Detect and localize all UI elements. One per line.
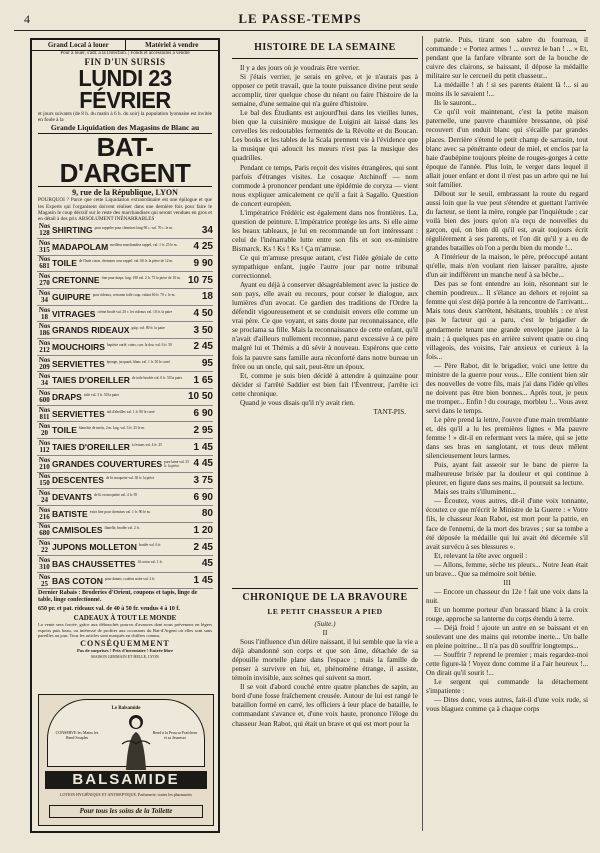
ad-pourquoi-paragraph: POURQUOI ? Parce que cette Liquidation extraordinaire est une épilogue et que les Experts qui l'organisent doivent réaliser dans une dernière fois pour faire le Magasin le coup décisif sur le reste des marchandises qui seront vendues en gros et en détail à des prix ABSOLUMENT INÉNARRABLES: [38, 197, 212, 223]
column-divider: [422, 36, 423, 831]
ad-item-price: 3 50: [193, 324, 213, 336]
ad-item-name: TOILE: [52, 425, 77, 436]
bravoure-paragraph: patrie. Puis, tirant son sabre du fourreau, il commande : « Portez armes ! ... ouvrez le ban ! ... » Et, pendant que la fanfare vibrante sort de la bouche de cuivre des clairons, se baissant, il dépose la médaille militaire sur le cercueil du petit chasseur...: [426, 36, 588, 81]
ad-item-price: 10 50: [187, 391, 213, 403]
ad-item-price: 1 20: [193, 524, 213, 536]
histoire-heading: HISTOIRE DE LA SEMAINE: [254, 42, 396, 53]
ad-item-price: 1 45: [193, 441, 213, 453]
balsamide-subtitle: LOTION HYGIÉNIQUE ET ANTISEPTIQUE, Parfumerie, toutes les pharmacies: [60, 792, 192, 797]
ad-dernier-rabais: Dernier Rabais : Broderies d'Orient, coupons et tapis, linge de table, linge confectionné.: [38, 590, 198, 604]
histoire-paragraph: Quand je vous disais qu'il n'y avait rien.: [240, 398, 355, 407]
bravoure-paragraph: Puis, ayant fait asseoir sur le banc de pierre la malheureuse brisée par la douleur et qui continue à pleurer, en figure dans ses mains, il poursuit sa lecture.: [426, 461, 588, 488]
ad-item-price: 1 65: [193, 374, 213, 386]
bravoure-paragraph: Ce qu'il voit maintenant, c'est la petite maison paternelle, une pauvre chaumière bressanne, où pisé recouvert d'un enduit blanc qui s'écaille par grandes places. Derrière s'étend le petit champ de sarrasin, tout blanc avec sa pénétrante odeur de miel, et enclos par la haie d'aubépine toujours pleine de rouges-gorges à cette époque de l'année. Plus loin, le verger dans lequel il allait jouer enfant et dont il n'est pas un arbre qui ne lui soit familier.: [426, 108, 588, 189]
ad-item-number: Nos 680: [38, 522, 51, 538]
ad-liquidation: Grande Liquidation des Magasins de Blanc au: [50, 123, 200, 133]
ad-price-item: [37, 356, 213, 373]
ad-price-item: [37, 506, 213, 523]
ad-item-price: 80: [201, 508, 213, 520]
ad-price-list: [32, 222, 218, 589]
advertisement-column: [30, 38, 220, 833]
balsamide-arch-title: Le Balsamide: [111, 706, 141, 711]
ad-item-desc: fil coton val. 1 fr.: [137, 559, 163, 564]
ad-item-desc: baptiste ourlé, coins, carr. la dou. val. 6 fr. 50: [106, 342, 172, 347]
ad-price-item: [37, 239, 213, 256]
bravoure-paragraph: Le père prend la lettre, l'ouvre d'une main tremblante et, dès qu'il a lu les premières lignes « Ma pauvre femme ! » dit-il en refermant vers la mère, qui se jette dans ses bras en sanglotant, et tous deux mêlent silencieusement leurs larmes.: [426, 415, 588, 461]
ad-item-number: Nos 315: [38, 238, 51, 254]
ad-item-name: MADAPOLAM: [52, 241, 109, 252]
ad-bat-dargent: BAT-D'ARGENT: [38, 133, 212, 187]
ad-item-name: SERVIETTES: [52, 408, 105, 419]
histoire-paragraph: Pendant ce temps, Paris reçoit des visites étrangères, qui sont parfois d'étranges visites. Le cosaque Atchinoff — nom commode à prononcer pendant une épidémie de coryza — vient nous expliquer amicalement ce qu'il a fait à Sagallo. Question de concert européen.: [232, 163, 418, 208]
heading-rule: [232, 58, 418, 59]
ad-item-name: BAS COTON: [52, 575, 103, 586]
bravoure-paragraph: — Allons, femme, sèche tes pleurs... Notre Jean était un brave... Que sa mémoire soit bénie.: [426, 560, 588, 578]
ad-address: 9, rue de la République, LYON: [72, 188, 178, 198]
ad-price-item: [37, 372, 213, 389]
ad-top-banner: [32, 40, 218, 51]
histoire-paragraph: Il y a des jours où je voudrais être verrier.: [240, 64, 360, 72]
bravoure-paragraph: Et, relevant la tête avec orgueil :: [434, 551, 528, 560]
ad-item-number: Nos 18: [38, 305, 51, 321]
ad-item-number: Nos 34: [38, 372, 51, 388]
ad-price-item: [37, 339, 213, 356]
ad-price-item: [37, 406, 213, 423]
ad-item-number: Nos 150: [38, 472, 51, 488]
bravoure-paragraph: — Souffrir ? reprend le premier ; mais regardez-moi cette figure-là ! Voyez donc comme il a l'air heureux !... On dirait qu'il sourit !...: [426, 651, 588, 678]
bravoure-paragraph: La médaille ! ah ! si ses parents étaient là !... si au moins ils le savaient !...: [426, 81, 588, 99]
bravoure-article: [232, 620, 418, 729]
ad-item-number: Nos 212: [38, 338, 51, 354]
ad-item-number: Nos 128: [38, 222, 51, 238]
ad-lundi-date: LUNDI 23 FÉVRIER: [78, 65, 172, 113]
ad-item-number: Nos 216: [38, 505, 51, 521]
balsamide-left-text: CONSERVE les Mains les Rend Souples: [55, 730, 99, 740]
ad-item-name: BAS CHAUSSETTES: [52, 558, 136, 569]
ad-item-number: Nos 34: [38, 288, 51, 304]
ad-price-item: [37, 489, 213, 506]
ad-item-name: TAIES D'OREILLER: [52, 375, 130, 386]
ad-item-desc: pour rideaux, cretonne toile coup. valant 60 fr. 70 c. le m.: [92, 292, 176, 297]
bravoure-paragraph: Des pas se font entendre au loin, résonnant sur le chemin poudreux... Il s'élance au dehors et rejoint sa femme qui s'est déjà portée à la rencontre de l'arrivant... Mais tous deux s'arrêtent, hésitants, troublés : ce n'est pas le facteur qui a paru, c'est le brigadier de gendarmerie tenant une grande enveloppe jaune à la main ; à quelques pas en arrière suivent quatre ou cinq villageois, des voisins, l'air anxieux et curieux à la fois...: [426, 280, 588, 361]
ad-item-number: Nos 25: [38, 572, 51, 588]
histoire-paragraph: Ayant eu déjà à conserver désagréablement avec la justice de son pays, elle avait eu recours, pour corser le dialogue, aux lumières d'un avocat. Ce gardien des traditions de l'Ordre la défendit vigoureusement et se conduisit envers elle comme un vrai père. Ce que voyant, et sans doute par reconnaissance, elle se proclama sa fille. Mais la reconnaissance de cette enfant, qu'il n'avait d'ailleurs nullement reconnue, parut excessive à ce père malgré lui et Thémis a dû sévir à nouveau. Espérons que cette fois la pauvre sans famille aura réconforté dans notre bureau un frère ou un oncle, qui sait, peut-être un époux.: [232, 281, 418, 371]
ad-item-desc: éponge, jacquard, blanc val. 1 fr. 50 le carré: [106, 359, 170, 364]
ad-item-desc: pour dames, couleur noire val. 2 fr.: [104, 576, 156, 581]
page-number: 4: [24, 12, 30, 26]
ad-consequence-line: Pas de surprises ! Prix d'inventaire ! Entrée libre: [76, 647, 174, 653]
bravoure-paragraph: A l'intérieur de la maison, le père, préoccupé autant qu'elle, mais n'en voulant rien laisser paraître, ajuste d'un air indifférent un manche neuf à sa bêche...: [426, 253, 588, 280]
ad-consequemment: CONSÉQUEMMENT: [80, 638, 170, 648]
bravoure-paragraph: Il se voit d'abord couché entre quatre planches de sapin, au bord d'une fosse fraîchement creusée. Autour de lui est rangé le bataillon formé en carré, les officiers à leur place de bataille, le commandant s'avance et, d'une voix haute, prononce l'éloge du chasseur Jean Rabot, qui était un brave et qui est mort pour la: [232, 683, 418, 728]
histoire-paragraph: L'impératrice Frédéric est également dans nos frontières. La, question de peinture. L'impératrice protège les arts. Si elle aime les beaux tableaux, je lui en recommande un fort intéressant : celui de l'inénarrable lutte entre son fils et son ex-ministre Bismarck. Ks ! Ks ! Ks ! Ça m'amuse.: [232, 208, 418, 253]
ad-item-name: CAMISOLES: [52, 525, 103, 536]
ad-price-item: [37, 256, 213, 273]
ad-item-price: 4 45: [193, 458, 213, 470]
ad-item-price: 9 90: [193, 257, 213, 269]
ad-item-price: 18: [201, 291, 213, 303]
ad-item-number: Nos 20: [38, 422, 51, 438]
ad-price-item: [37, 222, 213, 239]
ad-item-name: CRETONNE: [52, 275, 100, 286]
ad-item-name: VITRAGES: [52, 308, 96, 319]
ad-price-item: [37, 523, 213, 540]
ad-price-item: [37, 389, 213, 406]
ad-item-price: 1 45: [193, 575, 213, 586]
balsamide-brand: BALSAMIDE: [45, 771, 207, 789]
ad-item-name: DESCENTES: [52, 475, 104, 486]
bravoure-paragraph: Sous l'influence d'un délire naissant, il lui semble que la vie a déjà abandonné son corps et que son âme, détachée de sa dépouille mortelle plane dans l'espace ; mais la famille de penser à survivre en lui, et, phénomène étrange, il assiste, témoin invisible, aux scènes qui suivent sa mort.: [232, 638, 418, 683]
ad-item-number: Nos 310: [38, 555, 51, 571]
histoire-paragraph: Ce qui m'amuse presque autant, c'est l'idée géniale de cette sympathique enfant, jugée l'autre jour par notre tribunal correctionnel.: [232, 253, 418, 281]
ad-item-number: Nos 24: [38, 489, 51, 505]
bravoure-paragraph: — Déjà froid ! ajoute un autre en se baissant et en soulevant une des mains qui retombe inerte... Un balle en pleine poitrine... Il n'a pas dû souffrir longtemps...: [426, 624, 588, 651]
ad-price-item: [37, 573, 213, 590]
bravoure-paragraph: Le sergent qui commande la détachement s'impatiente :: [426, 678, 588, 696]
bravoure-suite: (Suite.): [314, 620, 336, 628]
ad-item-name: JUPONS MOLLETON: [52, 542, 137, 553]
ad-item-desc: crème brodé val. 20 c. les rideaux val. 10 fr. la paire: [97, 309, 173, 314]
ad-item-price: 45: [201, 558, 213, 570]
ad-price-item: [37, 322, 213, 339]
bravoure-paragraph: — Dites donc, vous autres, fait-il d'une voix rude, si vous blaguez comme ça à chaque corps: [426, 696, 588, 714]
ad-item-desc: à festons val. 4 fr. 25: [131, 443, 162, 447]
ad-item-price: 6 90: [193, 491, 213, 503]
ad-item-desc: blanchie de metis, 2 m. larg. val. 3 fr. 25 le m.: [78, 426, 145, 431]
ad-item-number: Nos 600: [38, 388, 51, 404]
ad-item-name: SHIRTING: [52, 225, 93, 236]
balsamide-arch: [47, 699, 205, 767]
ad-materiel-a-vendre: Matériel à vendre: [125, 40, 219, 50]
ad-price-item: [37, 439, 213, 456]
bravoure-heading: CHRONIQUE DE LA BRAVOURE: [242, 592, 408, 603]
woman-illustration-icon: [118, 710, 154, 770]
ad-item-name: GRANDES COUVERTURES: [52, 458, 163, 469]
bravoure-chapter-3: III: [503, 578, 511, 587]
ad-item-name: GUIPURE: [52, 291, 91, 302]
ad-item-desc: de lit en moquette val. 4 fr. 95: [94, 493, 138, 498]
balsamide-tagline: Pour tous les soins de la Toilette: [49, 805, 203, 818]
ad-item-number: Nos 112: [38, 439, 51, 454]
ad-item-price: 34: [201, 224, 213, 236]
ad-item-desc: meilleur marchandise rappel, val. 1 fr. 25 le m.: [110, 242, 178, 247]
ad-item-name: SERVIETTES: [52, 358, 105, 369]
ad-item-name: BATISTE: [52, 508, 88, 519]
ad-item-desc: extra fine pour chemises val. 1 fr. 90 le m.: [89, 509, 151, 514]
ad-price-item: [37, 473, 213, 490]
ad-item-number: Nos 681: [38, 255, 51, 271]
histoire-paragraph: Le bal des Étudiants est aujourd'hui dans les vieilles lunes, bien que la cuisinière musique de Luigini ait laissé dans les cervelles les redoutables fermentés de la Révolte et du Boucan. Les books et les tables de la Scala prennent vie à l'évidence que la musique qui adoucit les mœurs n'est pas la musique des quadrilles.: [232, 109, 418, 163]
bravoure-paragraph: Débout sur le seuil, embrassant la route du regard aussi loin que la vue peut s'étendre et guettant l'arrivée du facteur, se tient la mère, rongée par l'inquiétude ; car voilà bien des jours qu'on n'a reçu de nouvelles du garçon, qui, on bien dû qu'il est, avait toujours écrit régulièrement à ses parents, et l'on dit qu'il y a eu de grandes batailles où l'on a perdu bien du monde !...: [426, 189, 588, 253]
ad-price-item: [37, 456, 213, 473]
ad-intro-paragraph: et jours suivants (de 8 h. du matin à 6 h. du soir) la population lyonnaise est invitée en foule à la: [38, 111, 212, 124]
ad-item-desc: de toile brodée val. 6 fr. 50 la paire: [131, 376, 183, 381]
ad-rideaux-offer: 650 pr. et pat. rideaux val. de 40 à 50 fr. vendus 4 à 10 f.: [38, 606, 180, 613]
ad-cadeaux: CADEAUX À TOUT LE MONDE: [73, 614, 177, 623]
balsamide-right-text: Rend à la Peau sa Fraîcheur et sa Jeunesse: [152, 730, 198, 740]
ad-item-price: 2 45: [193, 541, 213, 553]
ad-item-price: 2 45: [193, 341, 213, 353]
ad-item-name: TAIES D'OREILLER: [52, 442, 130, 452]
histoire-paragraph: Si j'étais verrier, je serais en grève, et je n'aurais pas à opposer ce petit travail, que la toute puissance divine peut seule accomplir, tirer quelque chose du néant ou faire l'histoire de la semaine, d'une semaine qui n'a guère d'histoire.: [232, 73, 418, 109]
ad-item-desc: pour rappeler pour chemises long 90 c. val. 70 c. le m.: [94, 226, 173, 231]
bravoure-paragraph: — Encore un chasseur du 12e ! fait une voix dans la nuit.: [426, 587, 588, 605]
page-header: [14, 8, 586, 31]
ad-item-name: DRAPS: [52, 391, 82, 402]
ad-item-price: 4 25: [193, 241, 213, 253]
ad-price-item: [37, 289, 213, 306]
ad-item-desc: de l'Inde coton, chemises cour rappel. val. 60 fr. la pièce de 12 m.: [78, 259, 174, 264]
ad-item-price: 6 90: [193, 408, 213, 420]
ad-price-item: [37, 556, 213, 573]
ad-item-desc: fine pour draps. larg. 190 val. 2 fr. 75 la pièce de 10 m.: [101, 276, 181, 281]
ad-item-desc: flanelle, brodée val. 2 fr.: [104, 526, 140, 531]
ad-item-desc: de lit moquette val. 30 fr. la pièce: [105, 476, 155, 481]
ad-item-number: Nos 811: [38, 405, 51, 421]
ad-fin-sursis: FIN D'UN SURSIS: [84, 57, 166, 67]
ad-item-desc: toile val. 3 fr. 50 la paire: [83, 392, 120, 397]
ad-item-name: GRANDS RIDEAUX: [52, 325, 130, 336]
ad-footnote: La vente sera forcée, grâce aux débouchés pourvu d'avances dont nous prévenons en légers espoirs puis beau, ou intéressé de profiter aux occasions du Bat-d'Argent où elles sont sans pareilles au jour. Tous les articles sont marqués en chiffres connus.: [38, 622, 212, 639]
balsamide-ad: [38, 694, 214, 826]
section-rule: [232, 588, 418, 589]
ad-signature: MAISON GERMAIN ET HELLE, LYON: [91, 653, 159, 659]
ad-item-price: 95: [201, 358, 213, 370]
bravoure-chapter: II: [322, 629, 328, 638]
bravoure-subheading: LE PETIT CHASSEUR A PIED: [267, 607, 383, 616]
ad-item-price: 4 50: [193, 308, 213, 319]
ad-item-number: Nos 270: [38, 272, 51, 288]
bravoure-paragraph: — Écoutez, vous autres, dit-il d'une voix tonnante, écoutez ce que m'écrit le Ministre de la Guerre : « Votre fils, le chasseur Jean Rabot, est mort pour la patrie, en face de l'ennemi, de la mort des braves ; sur sa tombe a été déposée la médaille qui lui avait été décernée s'il avait survécu à ses blessures ».: [426, 497, 588, 551]
ad-local-a-louer: Grand Local à louer: [47, 41, 109, 49]
bravoure-paragraph: Et un homme porteur d'un brassard blanc à la croix rouge, approche sa lanterne du corps étendu à terre.: [426, 605, 588, 623]
bravoure-paragraph: — Père Rabot, dit le brigadier, voici une lettre du ministre de la guerre pour vous... Elle contient bien sûr des nouvelles de votre fils, mais j'ai dans l'idée qu'elles ne doivent pas être bien bonnes... Après tout, je peux me tromper... Enfin ! du courage, morbleu !... Vous avez servi dans le temps.: [426, 361, 588, 415]
ad-item-desc: pure laine val. 35 fr. la pièce: [164, 459, 189, 468]
ad-item-name: TOILE: [52, 258, 77, 269]
ad-item-desc: nid d'abeilles val. 1 fr. 90 le carré: [106, 409, 155, 414]
ad-price-item: [37, 539, 213, 556]
ad-item-price: 10 75: [187, 274, 213, 286]
ad-item-number: Nos 186: [38, 322, 51, 338]
bravoure-paragraph: Ils le sauront...: [434, 99, 477, 108]
bravoure-continued: [426, 36, 588, 715]
ad-item-number: Nos 22: [38, 539, 51, 555]
bravoure-paragraph: Mais ses traits s'illuminent...: [434, 488, 516, 497]
ad-price-item: [37, 422, 213, 439]
ad-item-price: 3 75: [193, 474, 213, 486]
ad-item-name: MOUCHOIRS: [52, 341, 105, 352]
ad-item-number: Nos 210: [38, 455, 51, 471]
ad-item-number: Nos 209: [38, 355, 51, 371]
ad-item-price: 2 95: [193, 424, 213, 436]
publication-title: LE PASSE-TEMPS: [238, 11, 362, 26]
ad-price-item: [37, 272, 213, 289]
ad-item-desc: guip. val. 80 fr. la paire: [131, 326, 165, 331]
histoire-signature: TANT-PIS.: [373, 407, 406, 416]
ad-item-name: DEVANTS: [52, 492, 92, 503]
ad-small-line: Pour à louer, s'adr. à la Direction. | Fonds et accessoires à vendre: [60, 51, 190, 56]
ad-price-item: [37, 306, 213, 323]
ad-item-desc: brodés val. 6 fr.: [138, 543, 162, 548]
histoire-article: [232, 64, 418, 417]
histoire-paragraph: Et, comme je suis bien décidé à attendre à quinzaine pour décider si l'arrêté Saddier est bien fait l'Éventreur, j'arrête ici cette chronique.: [232, 371, 418, 398]
